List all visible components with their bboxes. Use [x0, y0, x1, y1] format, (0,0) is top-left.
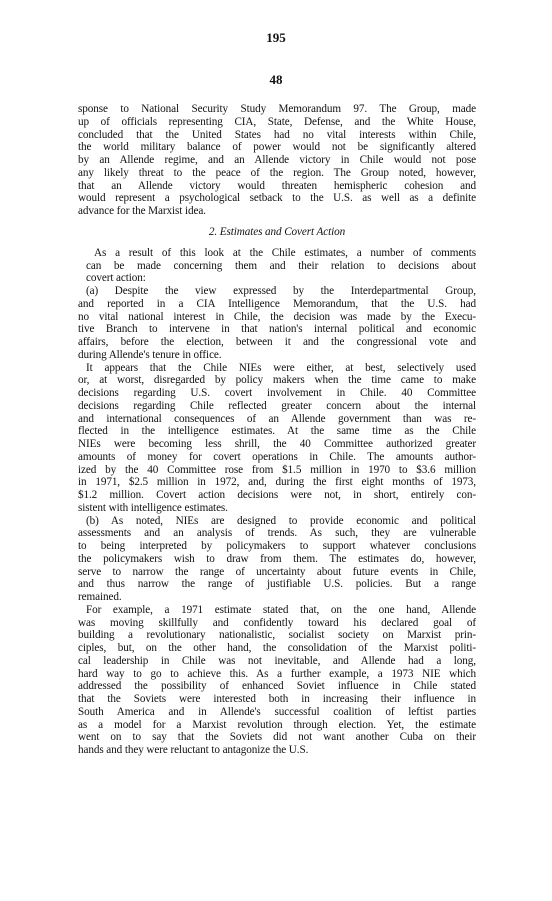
- paragraph-5: [78, 515, 476, 604]
- document-body: [78, 103, 476, 757]
- text-line: would represent a psychological setback to the U.S. as well as a definite: [78, 192, 476, 205]
- paragraph-4: [78, 362, 476, 515]
- text-line: (a) Despite the view expressed by the Interdepartmental Group,: [86, 285, 476, 297]
- text-line: addressed the possibility of enhanced Soviet influence in Chile stated: [78, 680, 476, 693]
- text-line: hard way to go to achieve this. As a further example, a 1973 NIE which: [78, 667, 476, 680]
- text-line: the world military balance of power would not be significantly altered: [78, 141, 476, 154]
- page-number-top: 195: [266, 30, 286, 45]
- text-line: covert action:: [86, 272, 146, 285]
- text-line: ized by the 40 Committee rose from $1.5 million in 1970 to $3.6 million: [78, 463, 476, 476]
- text-line: ciples, but, on the other hand, the consolidation of the Marxist politi-: [78, 642, 476, 654]
- paragraph-1: [78, 103, 476, 218]
- text-line: was moving skillfully and confidently toward his declared goal of: [78, 616, 476, 629]
- text-line: amounts of money for covert operations in Chile. The amounts author-: [78, 450, 476, 463]
- text-line: the policymakers wish to draw from them. The estimates do, however,: [78, 552, 476, 565]
- text-line: hands and they were reluctant to antagonize the U.S.: [78, 744, 309, 756]
- page-number-original: 48: [269, 72, 283, 87]
- text-line: It appears that the Chile NIEs were either, at best, selectively used: [86, 361, 476, 374]
- text-line: tive Branch to intervene in that nation's internal political and economic: [78, 323, 476, 336]
- text-line: that an Allende victory would threaten hemispheric cohesion and: [78, 179, 476, 192]
- text-line: NIEs were becoming less shrill, the 40 Committee authorized greater: [78, 438, 476, 450]
- text-line: advance for the Marxist idea.: [78, 205, 206, 217]
- text-line: went on to say that the Soviets did not want another Cuba on their: [78, 731, 476, 744]
- text-line: that the Soviets were interested both in increasing their influence in: [78, 693, 476, 705]
- text-line: sistent with intelligence estimates.: [78, 501, 228, 514]
- text-line: South America and in Allende's successful coalition of leftist parties: [78, 705, 476, 718]
- text-line: For example, a 1971 estimate stated that, on the one hand, Allende: [86, 603, 476, 616]
- text-line: affairs, before the election, between it and the congressional vote and: [78, 336, 476, 348]
- text-line: assessments and an analysis of trends. As such, they are vulnerable: [78, 527, 476, 540]
- text-line: up of officials representing CIA, State, Defense, and the White House,: [78, 115, 476, 128]
- text-line: as a model for a Marxist revolution through election. Yet, the estimate: [78, 718, 476, 731]
- text-line: can be made concerning them and their relation to decisions about: [86, 259, 476, 272]
- text-line: and thus narrow the range of justifiable U.S. policies. But a range: [78, 578, 476, 591]
- text-line: $1.2 million. Covert action decisions were not, in short, entirely con-: [78, 489, 476, 501]
- text-line: serve to narrow the range of uncertainty about future events in Chile,: [78, 565, 476, 578]
- text-line: cal leadership in Chile was not inevitable, and Allende had a long,: [78, 654, 476, 667]
- text-line: no vital national interest in Chile, the decision was made by the Execu-: [78, 310, 476, 323]
- text-line: and reported in a CIA Intelligence Memorandum, that the U.S. had: [78, 297, 476, 310]
- text-line: during Allende's tenure in office.: [78, 348, 222, 361]
- text-line: any likely threat to the peace of the region. The Group noted, however,: [78, 166, 476, 179]
- paragraph-3: [78, 285, 476, 362]
- paragraph-2: [78, 247, 476, 285]
- paragraph-6: [78, 604, 476, 757]
- text-line: or, at worst, disregarded by policy makers when the time came to make: [78, 374, 476, 387]
- text-line: remained.: [78, 591, 122, 603]
- text-line: decisions regarding Chile reflected greater concern about the internal: [78, 399, 476, 412]
- section-heading: 2. Estimates and Covert Action: [208, 225, 346, 238]
- text-line: and international consequences of an Allende government than was re-: [78, 412, 476, 425]
- text-line: flected in the intelligence estimates. At the same time as the Chile: [78, 425, 476, 438]
- text-line: (b) As noted, NIEs are designed to provide economic and political: [86, 514, 476, 527]
- text-line: to being interpreted by policymakers to support whatever conclusions: [78, 540, 476, 552]
- text-line: in 1971, $2.5 million in 1972, and, during the first eight months of 1973,: [78, 476, 476, 489]
- text-line: building a revolutionary nationalistic, socialist society on Marxist prin-: [78, 629, 476, 642]
- text-line: by an Allende regime, and an Allende victory in Chile would not pose: [78, 154, 476, 166]
- text-line: concluded that the United States had no vital interests within Chile,: [78, 128, 476, 141]
- text-line: decisions regarding U.S. covert involvement in Chile. 40 Committee: [78, 387, 476, 399]
- text-line: sponse to National Security Study Memorandum 97. The Group, made: [78, 103, 476, 115]
- text-line: As a result of this look at the Chile estimates, a number of comments: [94, 246, 476, 259]
